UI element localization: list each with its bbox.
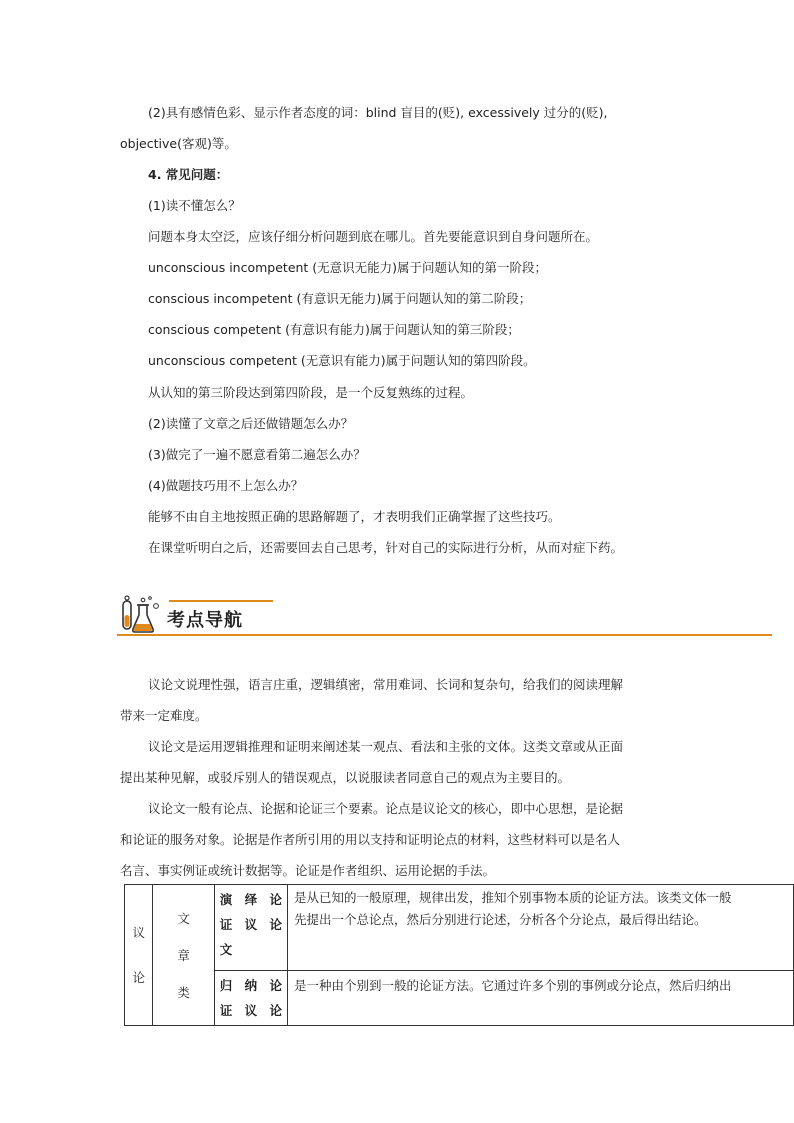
term-deductive: 演绎论 证议论 文 [214, 885, 287, 971]
category-cell: 议 论 [125, 885, 153, 1026]
faq-question-1: (1)读不懂怎么？ [148, 198, 241, 213]
desc-inductive: 是一种由个别到一般的论证方法。它通过许多个别的事例或分论点，然后归纳出 [287, 971, 793, 1026]
faq-question-3: (3)做完了一遍不愿意看第二遍怎么办？ [148, 447, 366, 462]
faq-answer-1: 问题本身太空泛，应该仔细分析问题到底在哪儿。首先要能意识到自身问题所在。 [148, 229, 599, 244]
intro-line-1: (2)具有感情色彩、显示作者态度的词：blind 盲目的(贬), excessively 过分的(贬), [148, 105, 608, 120]
stage-1: unconscious incompetent (无意识无能力)属于问题认知的第一阶段； [148, 260, 548, 275]
table-row [125, 885, 794, 971]
para-1-line-1: 议论文说理性强，语言庄重，逻辑缜密，常用难词、长词和复杂句，给我们的阅读理解 [148, 677, 624, 692]
section-divider [117, 634, 772, 636]
subcategory-cell: 文 章 类 [153, 885, 214, 1026]
header-decoration [169, 600, 273, 602]
table-row [125, 971, 794, 1026]
lab-flask-icon [117, 595, 161, 635]
para-3-line-2: 和论证的服务对象。论据是作者所引用的用以支持和证明论点的材料，这些材料可以是名人 [120, 832, 621, 847]
faq-question-4: (4)做题技巧用不上怎么办？ [148, 478, 304, 493]
faq-answer-2: 从认知的第三阶段达到第四阶段，是一个反复熟练的过程。 [148, 385, 474, 400]
stage-2: conscious incompetent (有意识无能力)属于问题认知的第二阶段； [148, 291, 532, 306]
section-header [117, 595, 772, 637]
stage-3: conscious competent (有意识有能力)属于问题认知的第三阶段； [148, 322, 520, 337]
faq-question-2: (2)读懂了文章之后还做错题怎么办？ [148, 416, 354, 431]
section-title: 考点导航 [167, 610, 243, 631]
desc-deductive: 是从已知的一般原理，规律出发，推知个别事物本质的论证方法。该类文体一般 先提出一个总论点，然后分别进行论述，分析各个分论点，最后得出结论。 [287, 885, 793, 971]
para-3-line-3: 名言、事实例证或统计数据等。论证是作者组织、运用论据的手法。 [120, 863, 496, 878]
para-1-line-2: 带来一定难度。 [120, 708, 208, 723]
para-2-line-1: 议论文是运用逻辑推理和证明来阐述某一观点、看法和主张的文体。这类文章或从正面 [148, 739, 624, 754]
stage-4: unconscious competent (无意识有能力)属于问题认知的第四阶段。 [148, 353, 536, 368]
para-2-line-2: 提出某种见解，或驳斥别人的错误观点，以说服读者同意自己的观点为主要目的。 [120, 770, 571, 785]
faq-heading: 4. 常见问题： [148, 167, 229, 182]
term-inductive: 归纳论 证议论 [214, 971, 287, 1026]
para-3-line-1: 议论文一般有论点、论据和论证三个要素。论点是议论文的核心，即中心思想，是论据 [148, 801, 624, 816]
faq-answer-4: 在课堂听明白之后，还需要回去自己思考，针对自己的实际进行分析，从而对症下药。 [148, 540, 624, 555]
faq-answer-3: 能够不由自主地按照正确的思路解题了，才表明我们正确掌握了这些技巧。 [148, 509, 561, 524]
essay-types-table [124, 884, 794, 1026]
intro-line-2: objective(客观)等。 [120, 136, 237, 151]
